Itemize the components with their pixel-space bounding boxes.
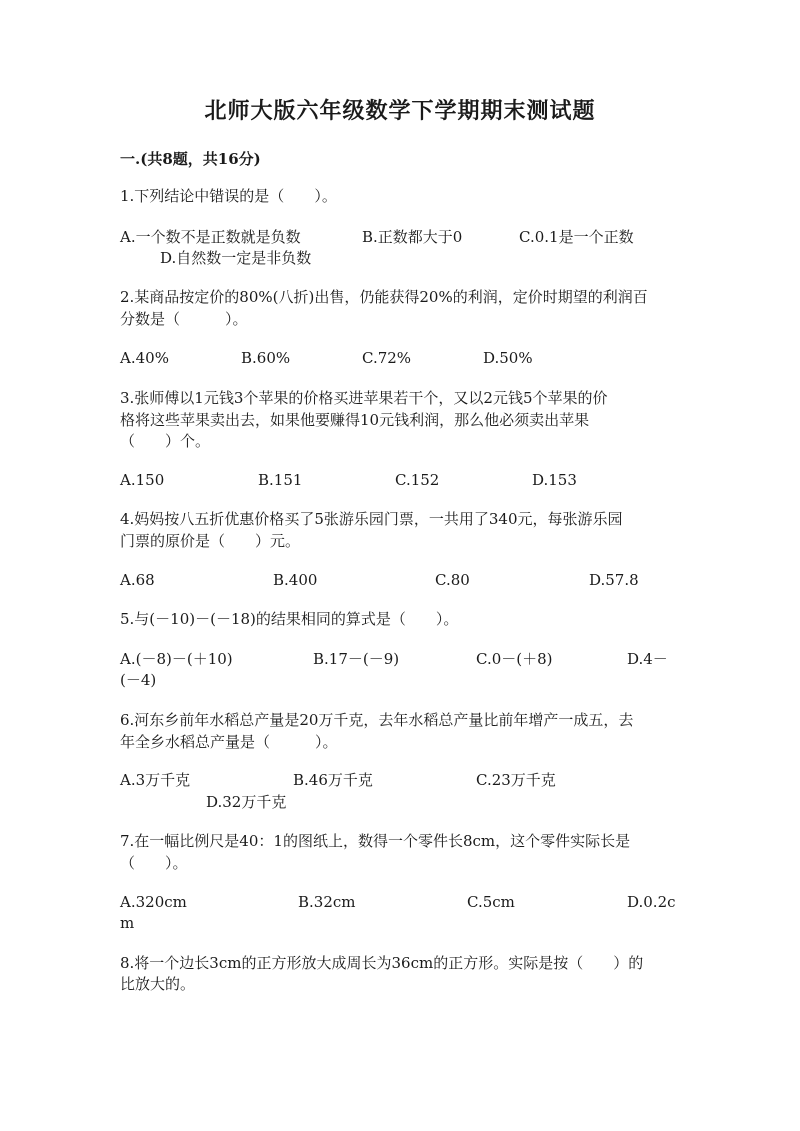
question-1-text-line-1: 1.下列结论中错误的是（ ）。 — [120, 187, 337, 205]
question-2-text-line-2: 分数是（ ）。 — [120, 310, 248, 328]
question-6-option-d: D.32万千克 — [206, 793, 287, 811]
section-heading: 一.(共8题，共16分) — [120, 150, 261, 168]
question-5-text-line-1: 5.与(－10)－(－18)的结果相同的算式是（ ）。 — [120, 610, 459, 628]
question-6-option-c: C.23万千克 — [476, 771, 556, 789]
question-3-text-line-2: 格将这些苹果卖出去，如果他要赚得10元钱利润，那么他必须卖出苹果 — [120, 411, 590, 429]
question-3-option-a: A.150 — [120, 471, 165, 489]
question-1-option-d: D.自然数一定是非负数 — [160, 249, 312, 267]
question-1-option-c: C.0.1是一个正数 — [519, 228, 634, 246]
question-3-option-c: C.152 — [395, 471, 440, 489]
question-8-text-line-1: 8.将一个边长3cm的正方形放大成周长为36cm的正方形。实际是按（ ）的 — [120, 954, 644, 972]
question-5-option-a: A.(－8)－(＋10) — [120, 650, 233, 668]
question-6-option-a: A.3万千克 — [120, 771, 191, 789]
question-7-option-d-continued: m — [120, 914, 135, 932]
question-1-option-a: A.一个数不是正数就是负数 — [120, 228, 301, 246]
question-7-option-a: A.320cm — [120, 893, 187, 911]
question-4-text-line-1: 4.妈妈按八五折优惠价格买了5张游乐园门票，一共用了340元，每张游乐园 — [120, 510, 623, 528]
question-4-option-a: A.68 — [120, 571, 155, 589]
question-2-option-b: B.60% — [241, 349, 291, 367]
question-7-option-c: C.5cm — [467, 893, 515, 911]
question-7-option-b: B.32cm — [298, 893, 356, 911]
question-4-option-b: B.400 — [273, 571, 318, 589]
question-5-option-c: C.0－(＋8) — [476, 650, 553, 668]
question-2-text-line-1: 2.某商品按定价的80%(八折)出售，仍能获得20%的利润，定价时期望的利润百 — [120, 288, 648, 306]
question-4-option-c: C.80 — [435, 571, 470, 589]
question-3-text-line-3: （ ）个。 — [120, 432, 211, 450]
question-4-text-line-2: 门票的原价是（ ）元。 — [120, 532, 301, 550]
question-4-option-d: D.57.8 — [589, 571, 639, 589]
question-2-option-a: A.40% — [120, 349, 169, 367]
question-2-option-d: D.50% — [483, 349, 533, 367]
question-5-option-b: B.17－(－9) — [313, 650, 400, 668]
question-2-option-c: C.72% — [362, 349, 412, 367]
question-7-text-line-2: （ ）。 — [120, 854, 188, 872]
question-3-text-line-1: 3.张师傅以1元钱3个苹果的价格买进苹果若干个，又以2元钱5个苹果的价 — [120, 389, 608, 407]
question-1-option-b: B.正数都大于0 — [362, 228, 463, 246]
question-8-text-line-2: 比放大的。 — [120, 975, 196, 993]
question-3-option-b: B.151 — [258, 471, 303, 489]
question-6-option-b: B.46万千克 — [293, 771, 373, 789]
page-title: 北师大版六年级数学下学期期末测试题 — [204, 98, 596, 124]
question-6-text-line-2: 年全乡水稻总产量是（ ）。 — [120, 733, 338, 751]
question-5-option-d-continued: (－4) — [120, 671, 157, 689]
question-6-text-line-1: 6.河东乡前年水稻总产量是20万千克，去年水稻总产量比前年增产一成五，去 — [120, 711, 634, 729]
question-7-option-d: D.0.2c — [627, 893, 676, 911]
question-7-text-line-1: 7.在一幅比例尺是40：1的图纸上，数得一个零件长8cm，这个零件实际长是 — [120, 832, 631, 850]
question-5-option-d: D.4－ — [627, 650, 668, 668]
question-3-option-d: D.153 — [532, 471, 577, 489]
